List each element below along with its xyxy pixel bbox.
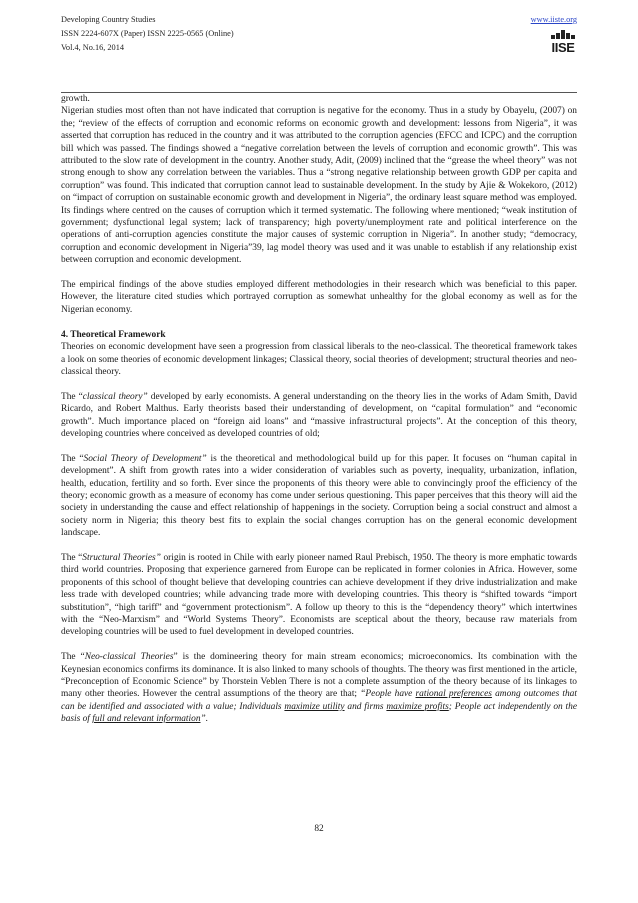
- logo-bars-icon: [551, 30, 575, 39]
- paragraph-nigerian-studies: Nigerian studies most often than not have indicated that corruption is negative for the economy. Thus in a study by Obayelu, (2007) on the; “review of the effects of corruption and economic reforms on economic growth and development: lessons from Nigeria”, it was asserted that corruption has reduced in the country and it was attributed to the corruption agencies (EFCC and ICPC) and the corruption bill which was passed. The findings showed a “negative correlation between the levels of corruption and economic growth”. This was attributed to the slow rate of development in the country. Another study, Adit, (2009) inclined that the “grease the wheel theory” was not strong enough to show any correlation between the variables. Thus a “strong negative relationship between growth GDP per capita and corruption” was found. This indicated that corruption cannot lead to sustainable development. In the study by Ajie & Wokekoro, (2012) on “impact of corruption on sustainable economic growth and development in Nigeria”, the ordinary least square method was employed. Its findings where centred on the causes of corruption which it termed systematic. The following where mentioned; “weak institution of government; dysfunctional legal system; lack of transparency; high poverty/unemployment rate and political interference on the operations of anti-corruption agencies constitute the major causes of systemic corruption in Nigeria”. In another study; “democracy, corruption and economic development in Nigeria”39, lag model theory was used and it was unable to establish if any relationship exist between corruption and economic development.: [61, 106, 577, 266]
- page-header: [61, 13, 577, 91]
- neoclassical-assumptions-quote: “People have rational preferences among outcomes that can be identified and associated with a value; Individuals maximize utility and firms maximize profits; People act independently on the basis of full and relevant information”.: [61, 689, 578, 725]
- paragraph-structural-theories: The “Structural Theories” origin is rooted in Chile with early pioneer named Raul Prebisch, 1950. The theory is more emphatic towards third world countries. Proposing that experience garnered from Europe can be replicated in former colonies in Africa. However, some proponents of this school of thought believe that developing countries can achieve development if they drive industrialization and make less trade with developed countries; while advancing trade more with developing countries. This theory is “shifted towards “import substitution”, “high tariff” and “government protectionism”. A follow up theory to this is the “dependency theory” which intertwines with the “Neo-Marxism” and “World Systems Theory”. Economists are sceptical about the theory, because raw materials from developing countries will be used to fuel development in developed countries.: [61, 552, 577, 638]
- paragraph-neoclassical-theories: The “Neo-classical Theories” is the domineering theory for main stream economics; microeconomics. Its combination with the Keynesian economics confirms its dominance. It is also linked to many schools of thoughts. The theory was first mentioned in the article, “Preconception of Economic Science” by Thorstein Veblen There is not a complete assumption of the theory because of its linkages to many other theories. However the central assumptions of the theory are that; “People have rational preferences among outcomes that can be identified and associated with a value; Individuals maximize utility and firms maximize profits; People act independently on the basis of full and relevant information”.: [61, 652, 578, 725]
- volume-line: Vol.4, No.16, 2014: [61, 43, 124, 52]
- term-neoclassical-theories: Neo-classical Theories: [84, 652, 174, 663]
- logo-text: IISE: [551, 40, 575, 55]
- paragraph-classical-theory: The “classical theory” developed by early economists. A general understanding on the theory lies in the works of Adam Smith, David Ricardo, and Robert Malthus. Early theorists based their understanding of development, on “capital formulation” and “economic growth”. Much importance placed on “foreign aid loans” and “massive infrastructural projects”. At the conception of this theory, developing countries where conceived as developed countries of old;: [61, 391, 577, 439]
- paragraph-theories-intro: Theories on economic development have seen a progression from classical liberals to the neo-classical. The theoretical framework takes a look on some theories of economic development linkages; Classical theory, social theories of development; structural theories and neo-classical theory.: [61, 342, 577, 377]
- journal-url-link[interactable]: www.iiste.org: [530, 15, 577, 24]
- issn-line: ISSN 2224-607X (Paper) ISSN 2225-0565 (Online): [61, 29, 234, 38]
- page-body: [61, 93, 577, 726]
- term-social-theory: Social Theory of Development”: [83, 453, 207, 464]
- term-classical-theory: classical theory”: [82, 391, 148, 402]
- iiste-logo: [549, 30, 577, 57]
- paragraph-social-theory: The “Social Theory of Development” is the theoretical and methodological build up for this paper. It focuses on “human capital in development”. A shift from growth rates into a wider consideration of variables such as poverty, inequality, urbanization, inflation, health, education, fertility and so forth. Ever since the proponents of this theory were able to convincingly proof the efficiency of the theory; economic growth as a measure of economy has come under serious questioning. This paper perceives that this theory will aid the society in understanding the cause and effect relationship of happenings in the society. Corruption being a social construct and almost a society norm in Nigeria; this theory best fits to explain the social changes corruption has on the general economic development landscape.: [61, 453, 577, 539]
- term-structural-theories: Structural Theories”: [82, 552, 161, 563]
- journal-name: Developing Country Studies: [61, 15, 156, 24]
- section-heading: 4. Theoretical Framework: [61, 329, 166, 340]
- paragraph-empirical-findings: The empirical findings of the above studies employed different methodologies in their research which was beneficial to this paper. However, the literature cited studies which portrayed corruption as somewhat unhealthy for the global economy as well as for the Nigerian economy.: [61, 280, 577, 315]
- paragraph-growth: growth.: [61, 94, 90, 104]
- page-number: 82: [314, 824, 324, 834]
